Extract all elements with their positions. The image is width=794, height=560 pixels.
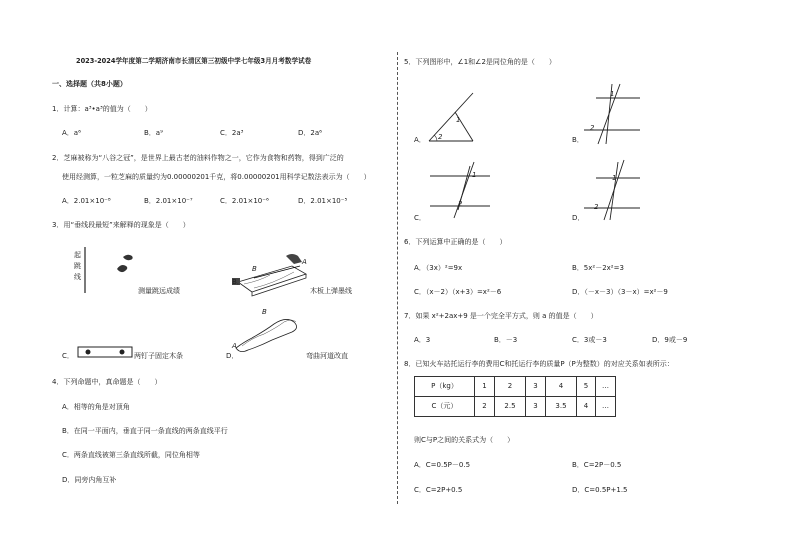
question-2-line-2: 使用经测算，一粒芝麻的质量约为0.00000201千克，将0.00000201用科学记数法表示为（ ） bbox=[62, 173, 371, 181]
question-2-option-a[interactable]: A．2.01×10⁻⁸ bbox=[62, 197, 111, 205]
table-cell: 4 bbox=[577, 397, 596, 417]
table-cell: C（元） bbox=[415, 397, 475, 417]
ink-line-figure bbox=[232, 252, 312, 300]
question-8-option-c[interactable]: C．C=2P+0.5 bbox=[414, 486, 463, 494]
option-b-caption: 木板上弹墨线 bbox=[310, 287, 352, 295]
table-cell: … bbox=[596, 397, 616, 417]
q5-a-angle-1: 1 bbox=[456, 116, 461, 124]
question-7-option-b[interactable]: B．－3 bbox=[494, 336, 518, 344]
fee-table bbox=[414, 376, 616, 417]
question-5-stem: 5．下列图形中，∠1和∠2是同位角的是（ ） bbox=[404, 58, 556, 66]
q5-figure-a bbox=[425, 92, 477, 144]
question-6-option-d[interactable]: D．（－x－3）（3－x）=x²－9 bbox=[572, 288, 668, 296]
question-4-option-a[interactable]: A．相等的角是对顶角 bbox=[62, 403, 130, 411]
q5-d-angle-2: 2 bbox=[594, 203, 599, 211]
question-7-option-a[interactable]: A．3 bbox=[414, 336, 431, 344]
question-6-option-c[interactable]: C．（x－2）（x+3）=x²－6 bbox=[414, 288, 502, 296]
option-d-caption: 弯曲河道改直 bbox=[306, 352, 348, 360]
exam-title: 2023-2024学年度第二学期济南市长清区第三初级中学七年级3月月考数学试卷 bbox=[76, 57, 312, 65]
question-4-option-d[interactable]: D．同旁内角互补 bbox=[62, 476, 117, 484]
question-6-option-a[interactable]: A．（3x）²=9x bbox=[414, 264, 463, 272]
option-c-caption: 两钉子固定木条 bbox=[134, 352, 183, 360]
section-title: 一、选择题（共8小题） bbox=[52, 80, 127, 88]
q5-option-c-label[interactable]: C． bbox=[414, 214, 426, 222]
q5-b-angle-1: 1 bbox=[610, 90, 615, 98]
table-cell: 1 bbox=[475, 377, 495, 397]
q5-figure-c bbox=[430, 162, 490, 218]
question-1-option-c[interactable]: C．2a³ bbox=[220, 129, 244, 137]
q5-c-angle-2: 2 bbox=[458, 200, 463, 208]
question-7-option-c[interactable]: C．3或－3 bbox=[572, 336, 607, 344]
option-c-label: C． bbox=[62, 352, 74, 360]
question-1-option-a[interactable]: A．a⁶ bbox=[62, 129, 81, 137]
question-2-option-b[interactable]: B．2.01×10⁻⁷ bbox=[144, 197, 193, 205]
q5-option-a-label[interactable]: A． bbox=[414, 136, 426, 144]
table-cell: … bbox=[596, 377, 616, 397]
table-cell: 3 bbox=[526, 377, 546, 397]
question-7-option-d[interactable]: D．9或－9 bbox=[652, 336, 688, 344]
point-a-label-1: A bbox=[302, 258, 307, 266]
q5-d-angle-1: 1 bbox=[612, 174, 617, 182]
option-a-caption: 测量跳远成绩 bbox=[138, 287, 180, 295]
q5-option-b-label[interactable]: B． bbox=[572, 136, 584, 144]
takeoff-line-label bbox=[74, 250, 81, 283]
q5-option-d-label[interactable]: D． bbox=[572, 214, 585, 222]
q5-figure-d bbox=[584, 160, 640, 220]
table-row bbox=[415, 377, 616, 397]
question-7-stem: 7．如果 x²+2ax+9 是一个完全平方式，则 a 的值是（ ） bbox=[404, 312, 598, 320]
q5-a-angle-2: 2 bbox=[438, 133, 443, 141]
question-8-question: 则C与P之间的关系式为（ ） bbox=[414, 436, 515, 444]
table-row bbox=[415, 397, 616, 417]
question-4-stem: 4．下列命题中，真命题是（ ） bbox=[52, 378, 162, 386]
point-a-label-2: A bbox=[232, 342, 237, 350]
q5-c-angle-1: 1 bbox=[472, 171, 477, 179]
table-cell: 3.5 bbox=[546, 397, 577, 417]
takeoff-char-2: 跳 bbox=[74, 262, 81, 270]
option-d-label: D． bbox=[226, 352, 239, 360]
question-6-stem: 6．下列运算中正确的是（ ） bbox=[404, 238, 507, 246]
question-4-option-c[interactable]: C．两条直线被第三条直线所截，同位角相等 bbox=[62, 451, 200, 459]
option-b-label: B． bbox=[232, 278, 244, 286]
table-cell: 4 bbox=[546, 377, 577, 397]
table-cell: 3 bbox=[526, 397, 546, 417]
table-cell: 5 bbox=[577, 377, 596, 397]
takeoff-char-1: 起 bbox=[74, 251, 81, 259]
column-divider bbox=[397, 52, 398, 504]
question-8-stem: 8．已知火车站托运行李的费用C和托运行李的质量P（P为整数）的对应关系如表所示： bbox=[404, 360, 674, 368]
question-6-option-b[interactable]: B．5x²－2x²=3 bbox=[572, 264, 624, 272]
q5-b-angle-2: 2 bbox=[590, 124, 595, 132]
point-b-label-2: B bbox=[262, 308, 267, 316]
takeoff-char-3: 线 bbox=[74, 273, 81, 281]
question-8-option-d[interactable]: D．C=0.5P+1.5 bbox=[572, 486, 628, 494]
question-2-option-d[interactable]: D．2.01×10⁻⁵ bbox=[298, 197, 348, 205]
table-cell: 2 bbox=[475, 397, 495, 417]
table-cell: 2.5 bbox=[495, 397, 526, 417]
table-cell: P（kg） bbox=[415, 377, 475, 397]
question-1-stem: 1．计算：a³•a³的值为（ ） bbox=[52, 105, 152, 113]
question-8-option-b[interactable]: B．C=2P－0.5 bbox=[572, 461, 622, 469]
river-figure bbox=[232, 312, 314, 356]
question-8-option-a[interactable]: A．C=0.5P－0.5 bbox=[414, 461, 471, 469]
question-2-line-1: 2．芝麻被称为“八谷之冠”，是世界上最古老的油料作物之一，它作为食物和药物，得到广泛的 bbox=[52, 154, 344, 162]
question-2-option-c[interactable]: C．2.01×10⁻⁶ bbox=[220, 197, 269, 205]
question-1-option-d[interactable]: D．2a⁶ bbox=[298, 129, 322, 137]
question-3-stem: 3．用“垂线段最短”来解释的现象是（ ） bbox=[52, 221, 190, 229]
table-cell: 2 bbox=[495, 377, 526, 397]
question-4-option-b[interactable]: B．在同一平面内，垂直于同一条直线的两条直线平行 bbox=[62, 427, 228, 435]
two-nails-figure bbox=[78, 346, 134, 358]
question-1-option-b[interactable]: B．a⁹ bbox=[144, 129, 163, 137]
point-b-label-1: B bbox=[252, 265, 257, 273]
